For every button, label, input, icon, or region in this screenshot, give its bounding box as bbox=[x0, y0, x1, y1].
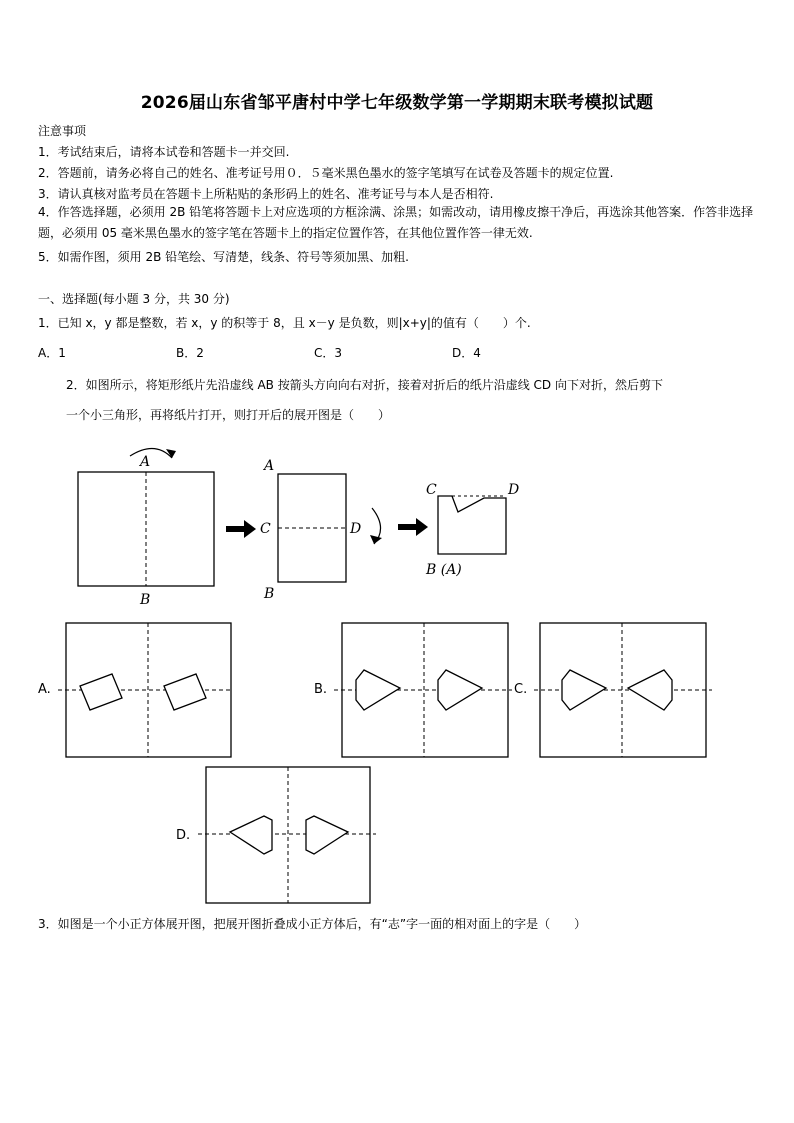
pentagon-hole bbox=[562, 670, 606, 710]
arrow-head-down-icon bbox=[370, 535, 382, 544]
q2-option-d-figure[interactable] bbox=[198, 764, 378, 908]
note-item-5: 5．如需作图，须用 2B 铅笔绘、写清楚，线条、符号等须加黑、加粗. bbox=[38, 250, 409, 264]
thick-arrow-2-icon bbox=[398, 524, 416, 530]
note-item-3: 3．请认真核对监考员在答题卡上所粘贴的条形码上的姓名、准考证号与本人是否相符. bbox=[38, 187, 494, 201]
question-2-stem-line1: 2．如图所示，将矩形纸片先沿虚线 AB 按箭头方向向右对折，接着对折后的纸片沿虚线 CD 向下对折，然后剪下 bbox=[66, 378, 663, 392]
q2-option-c-label: C. bbox=[514, 682, 528, 697]
thick-arrow-1-icon bbox=[226, 526, 244, 532]
note-item-2: 2．答题前，请务必将自己的姓名、准考证号用０．５毫米黑色墨水的签字笔填写在试卷及答题卡的规定位置. bbox=[38, 166, 614, 180]
curved-arrow-right bbox=[130, 448, 172, 458]
label-d-2: D bbox=[350, 521, 362, 537]
rectangle-hole bbox=[80, 674, 122, 710]
q2-option-b-label: B. bbox=[314, 682, 328, 697]
folding-figure bbox=[60, 436, 560, 612]
page-title: 2026届山东省邹平唐村中学七年级数学第一学期期末联考模拟试题 bbox=[140, 93, 654, 113]
section-heading: 一、选择题(每小题 3 分，共 30 分) bbox=[38, 292, 230, 306]
question-3-stem: 3．如图是一个小正方体展开图，把展开图折叠成小正方体后，有“志”字一面的相对面上的字是（ ） bbox=[38, 917, 587, 931]
q1-option-d: D．4 bbox=[452, 346, 481, 360]
folded-square-with-cut bbox=[438, 496, 506, 554]
rectangle-hole bbox=[164, 674, 206, 710]
label-a-2: A bbox=[264, 458, 275, 474]
notes-heading: 注意事项 bbox=[38, 124, 87, 138]
pentagon-hole bbox=[356, 670, 400, 710]
label-b-1: B bbox=[140, 592, 151, 608]
q2-option-d-label: D. bbox=[176, 828, 191, 843]
note-item-4: 4．作答选择题，必须用 2B 铅笔将答题卡上对应选项的方框涂满、涂黑；如需改动，请用橡皮擦干净后，再选涂其他答案．作答非选择题，必须用 05 毫米黑色墨水的签字笔在答题卡上的指定位置作答，在其他位置作答一律无效. bbox=[38, 205, 754, 240]
pentagon-hole bbox=[230, 816, 272, 854]
note-item-1: 1．考试结束后，请将本试卷和答题卡一并交回. bbox=[38, 145, 290, 159]
q1-option-a: A．1 bbox=[38, 346, 66, 360]
q1-option-c: C．3 bbox=[314, 346, 343, 360]
label-c-2: C bbox=[260, 521, 271, 537]
pentagon-hole bbox=[438, 670, 482, 710]
q2-option-a-label: A. bbox=[38, 682, 51, 697]
label-ba-3: B (A) bbox=[426, 562, 462, 578]
label-b-2: B bbox=[264, 586, 275, 602]
label-c-3: C bbox=[426, 482, 437, 498]
q2-option-b-figure[interactable] bbox=[334, 620, 514, 760]
label-d-3: D bbox=[508, 482, 520, 498]
q2-option-c-figure[interactable] bbox=[534, 620, 714, 760]
pentagon-hole bbox=[306, 816, 348, 854]
question-2-stem-line2: 一个小三角形，再将纸片打开，则打开后的展开图是（ ） bbox=[66, 408, 391, 422]
label-a-1: A bbox=[140, 454, 151, 470]
q1-option-b: B．2 bbox=[176, 346, 204, 360]
q2-option-a-figure[interactable] bbox=[56, 620, 236, 760]
question-1-stem: 1．已知 x，y 都是整数，若 x，y 的积等于 8，且 x－y 是负数，则|x+y|的值有（ ）个. bbox=[38, 316, 531, 330]
pentagon-hole bbox=[628, 670, 672, 710]
